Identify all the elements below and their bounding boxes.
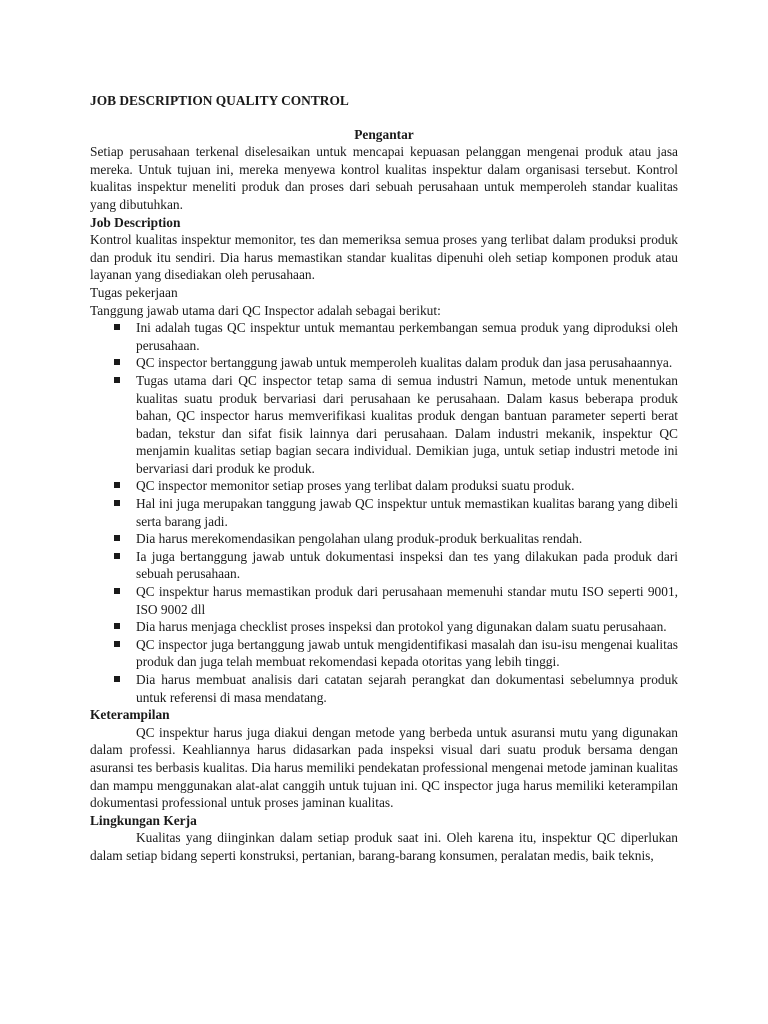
square-bullet-icon	[114, 359, 120, 365]
square-bullet-icon	[114, 500, 120, 506]
work-environment-paragraph: Kualitas yang diinginkan dalam setiap produk saat ini. Oleh karena itu, inspektur QC diperlukan dalam setiap bidang seperti konstruksi, pertanian, barang-barang konsumen, peralatan medis, baik teknis,	[90, 830, 678, 863]
list-item: Ini adalah tugas QC inspektur untuk memantau perkembangan semua produk yang diproduksi oleh perusahaan.	[90, 319, 678, 354]
square-bullet-icon	[114, 676, 120, 682]
job-description-heading: Job Description	[90, 214, 181, 230]
tasks-intro: Tanggung jawab utama dari QC Inspector adalah sebagai berikut:	[90, 302, 441, 318]
list-item: Ia juga bertanggung jawab untuk dokumentasi inspeksi dan tes yang dilakukan pada produk dari sebuah perusahaan.	[90, 548, 678, 583]
square-bullet-icon	[114, 641, 120, 647]
square-bullet-icon	[114, 377, 120, 383]
square-bullet-icon	[114, 324, 120, 330]
square-bullet-icon	[114, 623, 120, 629]
document-title: JOB DESCRIPTION QUALITY CONTROL	[90, 93, 349, 108]
square-bullet-icon	[114, 535, 120, 541]
square-bullet-icon	[114, 588, 120, 594]
list-item: Dia harus menjaga checklist proses inspeksi dan protokol yang digunakan dalam suatu perusahaan.	[90, 618, 678, 636]
work-environment-heading: Lingkungan Kerja	[90, 812, 197, 828]
skills-heading: Keterampilan	[90, 707, 170, 723]
list-item: Hal ini juga merupakan tanggung jawab QC inspektur untuk memastikan kualitas barang yang dibeli serta barang jadi.	[90, 495, 678, 530]
intro-heading: Pengantar	[354, 126, 414, 142]
list-item: QC inspector memonitor setiap proses yang terlibat dalam produksi suatu produk.	[90, 477, 678, 495]
list-item: Dia harus merekomendasikan pengolahan ulang produk-produk berkualitas rendah.	[90, 530, 678, 548]
list-item: Dia harus membuat analisis dari catatan sejarah perangkat dan dokumentasi sebelumnya produk untuk referensi di masa mendatang.	[90, 671, 678, 706]
list-item: Tugas utama dari QC inspector tetap sama di semua industri Namun, metode untuk menentukan kualitas suatu produk bervariasi dari perusahaan ke perusahaan. Dalam kasus beberapa produk bahan, QC inspector harus memverifikasi kualitas produk dengan bantuan parameter seperti berat badan, tekstur dan sifat fisik lainnya dari perusahaan. Dalam industri mekanik, inspektur QC menjamin kualitas setiap bagian secara individual. Demikian juga, untuk setiap industri metode ini bervariasi dari produk ke produk.	[90, 372, 678, 478]
skills-paragraph: QC inspektur harus juga diakui dengan metode yang berbeda untuk asuransi mutu yang digunakan dalam professi. Keahliannya harus didasarkan pada inspeksi visual dari suatu produk bersama dengan asuransi tes berbasis kualitas. Dia harus memiliki pendekatan professional mengenai metode jaminan kualitas dan mampu menggunakan alat-alat canggih untuk tujuan ini. QC inspector juga harus memiliki keterampilan dokumentasi professional untuk proses jaminan kualitas.	[90, 724, 678, 811]
square-bullet-icon	[114, 482, 120, 488]
list-item: QC inspektur harus memastikan produk dari perusahaan memenuhi standar mutu ISO seperti 9001, ISO 9002 dll	[90, 583, 678, 618]
square-bullet-icon	[114, 553, 120, 559]
list-item: QC inspector bertanggung jawab untuk memperoleh kualitas dalam produk dan jasa perusahaannya.	[90, 354, 678, 372]
list-item: QC inspector juga bertanggung jawab untuk mengidentifikasi masalah dan isu-isu mengenai kualitas produk dan juga telah membuat rekomendasi kepada otoritas yang lebih tinggi.	[90, 636, 678, 671]
tasks-label: Tugas pekerjaan	[90, 284, 178, 300]
intro-paragraph: Setiap perusahaan terkenal diselesaikan untuk mencapai kepuasan pelanggan mengenai produk atau jasa mereka. Untuk tujuan ini, mereka menyewa kontrol kualitas inspektur dalam organisasi tersebut. Kontrol kualitas inspektur meneliti produk dan proses dari sebuah perusahaan untuk memperoleh standar kualitas yang dibutuhkan.	[90, 144, 678, 212]
job-description-paragraph: Kontrol kualitas inspektur memonitor, tes dan memeriksa semua proses yang terlibat dalam produksi produk dan produk itu sendiri. Dia harus memastikan standar kualitas dipenuhi oleh setiap komponen produk atau layanan yang disediakan oleh perusahaan.	[90, 232, 678, 283]
responsibility-list	[90, 319, 678, 706]
